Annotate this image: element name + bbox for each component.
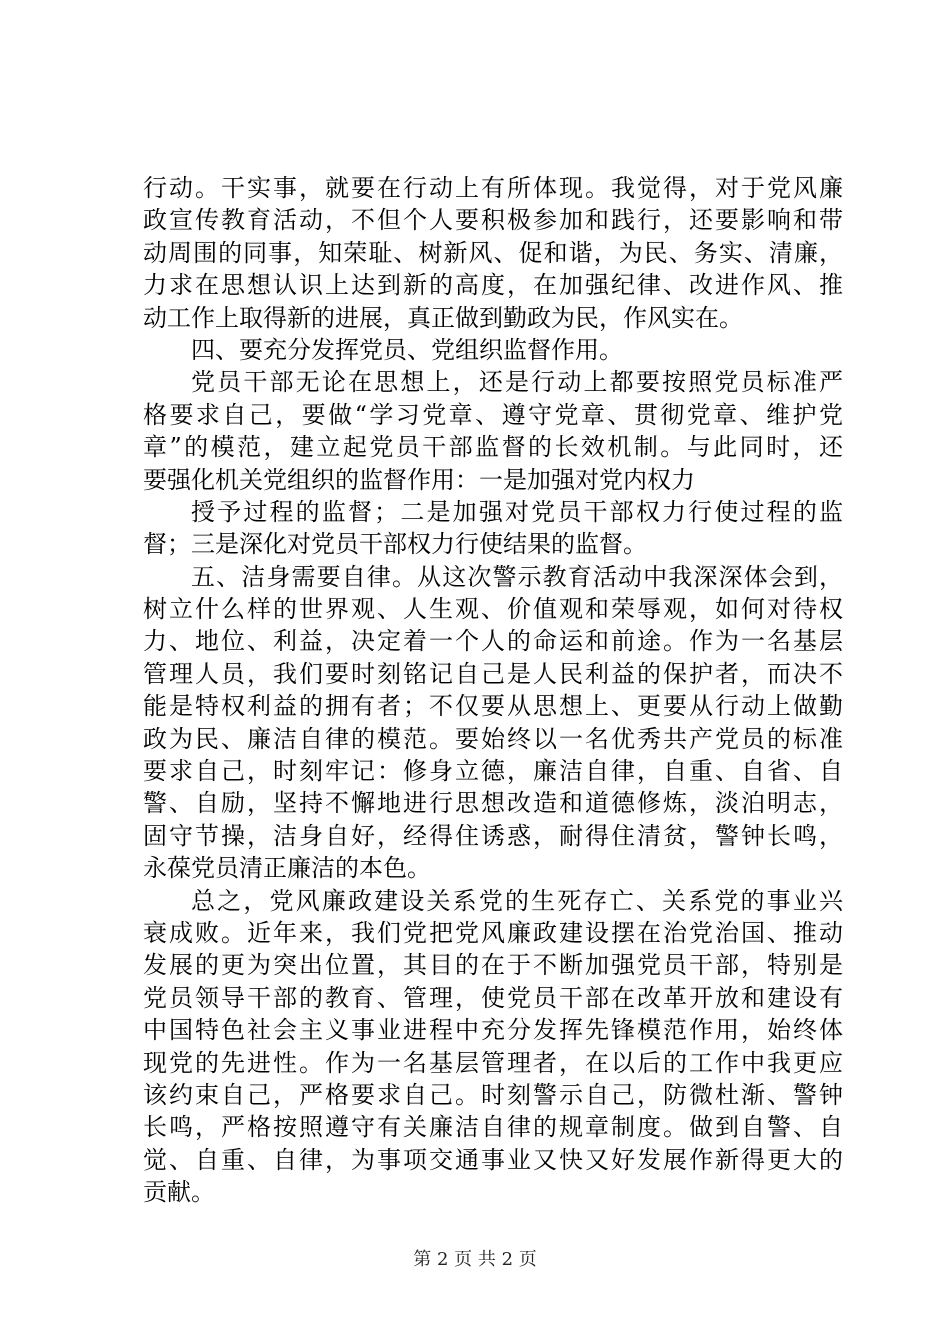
- text-line: 政宣传教育活动，不但个人要积极参加和践行，还要影响和带: [143, 206, 843, 235]
- text-line: 要强化机关党组织的监督作用：一是加强对党内权力: [143, 465, 695, 494]
- text-line: 固守节操，洁身自好，经得住诱惑，耐得住清贫，警钟长鸣，: [143, 821, 843, 850]
- text-line: 永葆党员清正廉洁的本色。: [143, 854, 431, 883]
- text-line: 党员干部无论在思想上，还是行动上都要按照党员标准严: [191, 368, 843, 397]
- body-text: [143, 172, 843, 1209]
- text-line: 政为民、廉洁自律的模范。要始终以一名优秀共产党员的标准: [143, 724, 843, 753]
- text-line: 该约束自己，严格要求自己。时刻警示自己，防微杜渐、警钟: [143, 1080, 843, 1109]
- text-line: 现党的先进性。作为一名基层管理者，在以后的工作中我更应: [143, 1048, 843, 1077]
- section-heading: 四、要充分发挥党员、党组织监督作用。: [191, 335, 623, 364]
- text-line: 力、地位、利益，决定着一个人的命运和前途。作为一名基层: [143, 627, 843, 656]
- text-line: 力求在思想认识上达到新的高度，在加强纪律、改进作风、推: [143, 271, 843, 300]
- page-number-footer: 第 2 页 共 2 页: [413, 1249, 537, 1270]
- text-line: 树立什么样的世界观、人生观、价值观和荣辱观，如何对待权: [143, 595, 843, 624]
- text-line: 要求自己，时刻牢记：修身立德，廉洁自律，自重、自省、自: [143, 757, 843, 786]
- text-line: 发展的更为突出位置，其目的在于不断加强党员干部，特别是: [143, 951, 843, 980]
- text-line: 动工作上取得新的进展，真正做到勤政为民，作风实在。: [143, 303, 743, 332]
- text-line: 长鸣，严格按照遵守有关廉洁自律的规章制度。做到自警、自: [143, 1113, 843, 1142]
- text-line: 中国特色社会主义事业进程中充分发挥先锋模范作用，始终体: [143, 1016, 843, 1045]
- text-line: 总之，党风廉政建设关系党的生死存亡、关系党的事业兴: [191, 886, 843, 915]
- text-line: 警、自励，坚持不懈地进行思想改造和道德修炼，淡泊明志，: [143, 789, 843, 818]
- text-line: 行动。干实事，就要在行动上有所体现。我觉得，对于党风廉: [143, 174, 843, 202]
- text-line: 督；三是深化对党员干部权力行使结果的监督。: [143, 530, 647, 559]
- text-line: 动周围的同事，知荣耻、树新风、促和谐，为民、务实、清廉，: [143, 238, 843, 267]
- text-line: 衰成败。近年来，我们党把党风廉政建设摆在治党治国、推动: [143, 918, 843, 947]
- text-line: 五、洁身需要自律。从这次警示教育活动中我深深体会到，: [191, 562, 843, 591]
- text-line: 章”的模范，建立起党员干部监督的长效机制。与此同时，还: [143, 433, 843, 462]
- text-line: 觉、自重、自律，为事项交通事业又快又好发展作新得更大的: [143, 1145, 843, 1174]
- text-line: 党员领导干部的教育、管理，使党员干部在改革开放和建设有: [143, 983, 843, 1012]
- text-line: 授予过程的监督；二是加强对党员干部权力行使过程的监: [191, 497, 843, 526]
- text-line: 能是特权利益的拥有者；不仅要从思想上、更要从行动上做勤: [143, 692, 843, 721]
- text-line: 管理人员，我们要时刻铭记自己是人民利益的保护者，而决不: [143, 659, 843, 688]
- text-line: 格要求自己，要做“学习党章、遵守党章、贯彻党章、维护党: [143, 400, 843, 429]
- text-line: 贡献。: [143, 1178, 215, 1207]
